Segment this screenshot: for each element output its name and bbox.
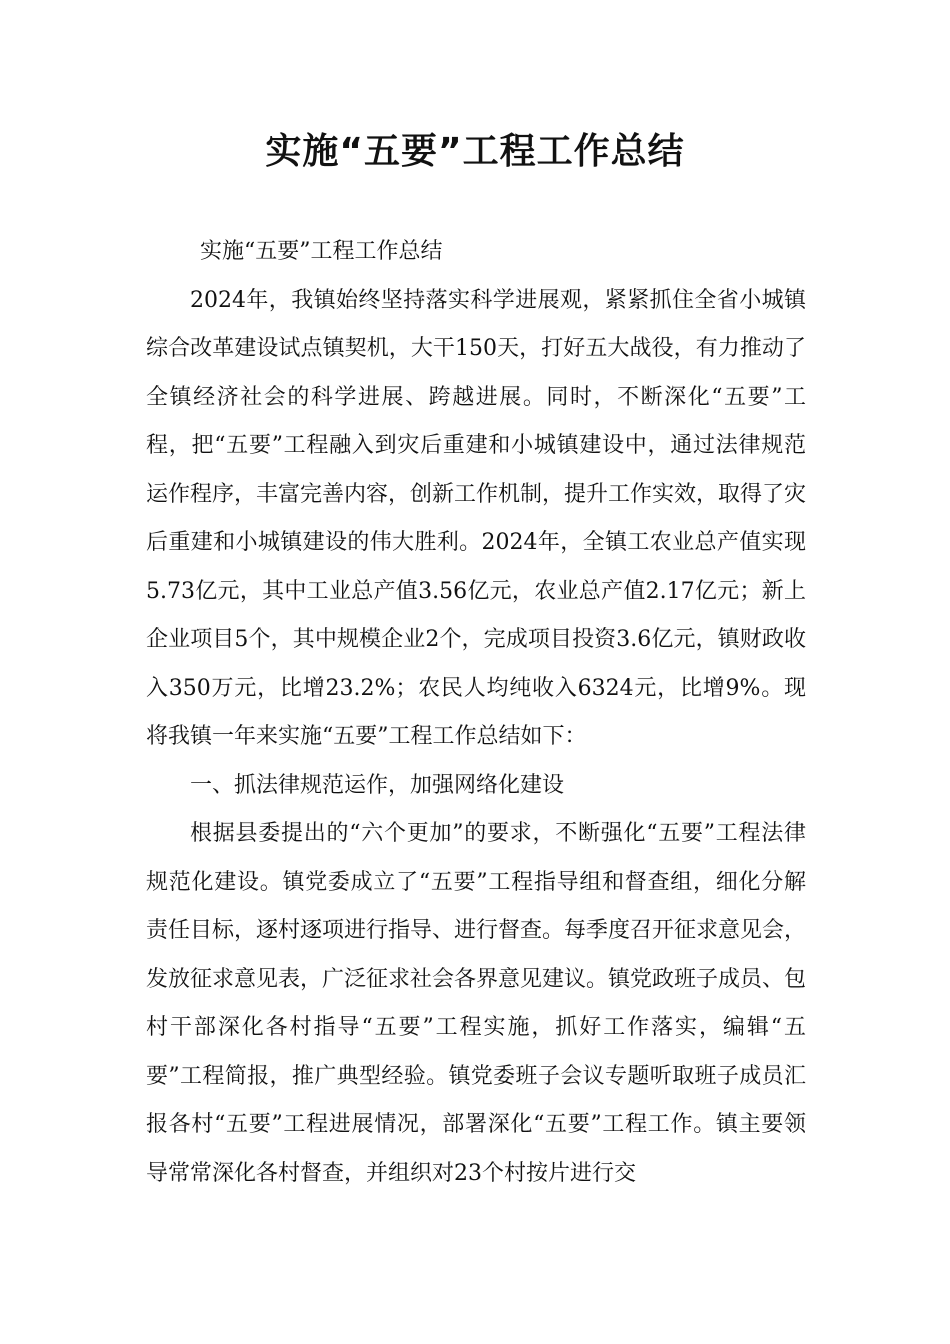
document-subtitle: 实施“五要”工程工作总结 [200,239,443,264]
paragraph-intro: 2024年，我镇始终坚持落实科学进展观，紧紧抓住全省小城镇综合改革建设试点镇契机，大干150天，打好五大战役，有力推动了全镇经济社会的科学进展、跨越进展。同时，不断深化“五要”工程，把“五要”工程融入到灾后重建和小城镇建设中，通过法律规范运作程序，丰富完善内容，创新工作机制，提升工作实效，取得了灾后重建和小城镇建设的伟大胜利。2024年，全镇工农业总产值实现5.73亿元，其中工业总产值3.56亿元，农业总产值2.17亿元；新上企业项目5个，其中规模企业2个，完成项目投资3.6亿元，镇财政收入350万元，比增23.2%；农民人均纯收入6324元，比增9%。现将我镇一年来实施“五要”工程工作总结如下： [146,287,807,749]
paragraph-section-1: 根据县委提出的“六个更加”的要求，不断强化“五要”工程法律规范化建设。镇党委成立了“五要”工程指导组和督查组，细化分解责任目标，逐村逐项进行指导、进行督查。每季度召开征求意见会，发放征求意见表，广泛征求社会各界意见建议。镇党政班子成员、包村干部深化各村指导“五要”工程实施，抓好工作落实，编辑“五要”工程简报，推广典型经验。镇党委班子会议专题听取班子成员汇报各村“五要”工程进展情况，部署深化“五要”工程工作。镇主要领导常常深化各村督查，并组织对23个村按片进行交 [146,821,807,1186]
document-body [146,228,806,1198]
document-title: 实施“五要”工程工作总结 [265,131,685,172]
section-heading-1: 一、抓法律规范运作，加强网络化建设 [190,772,565,798]
